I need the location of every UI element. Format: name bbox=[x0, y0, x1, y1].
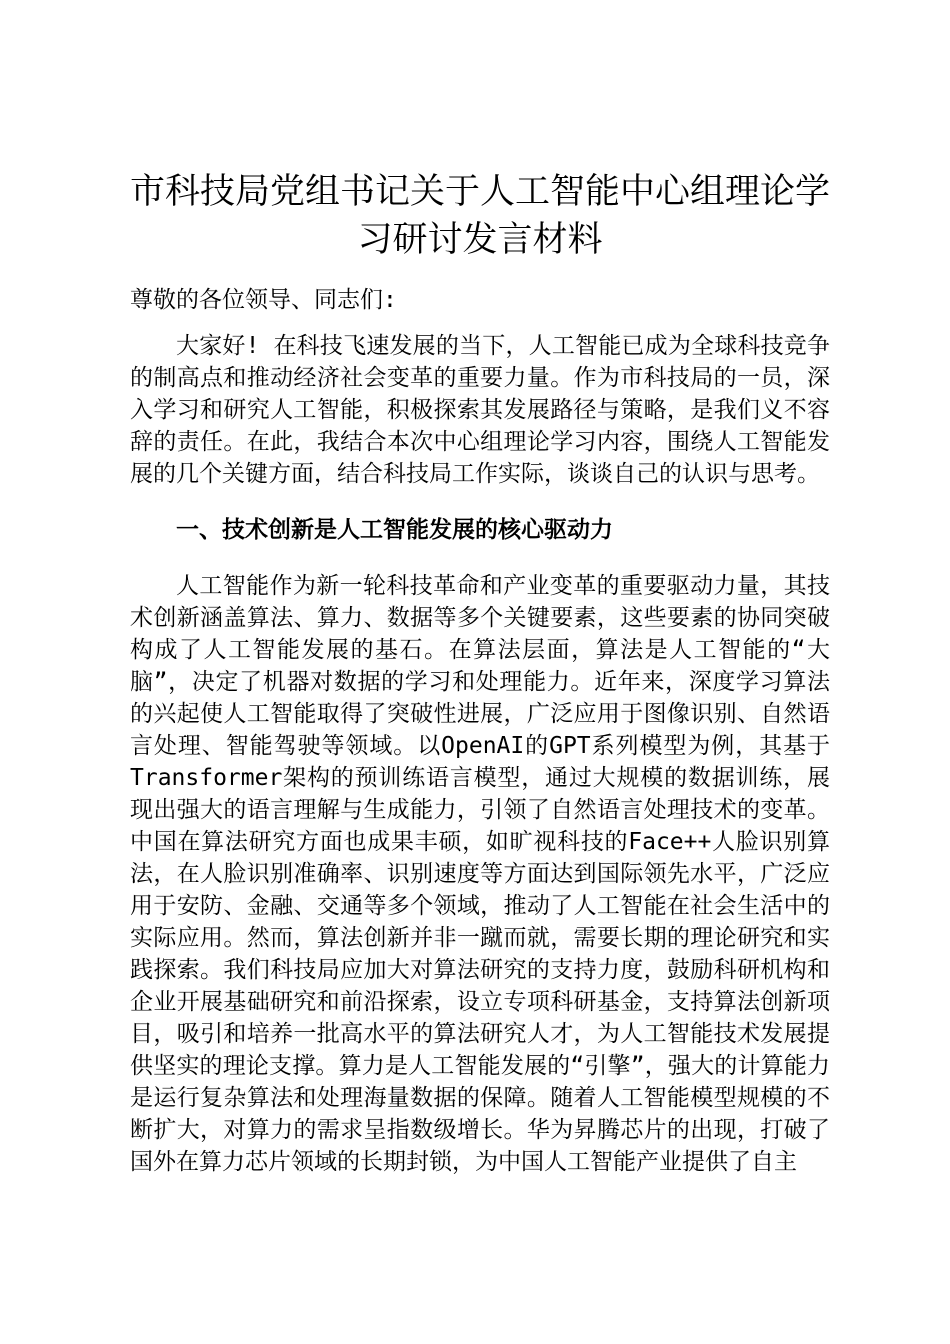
document-title: 市科技局党组书记关于人工智能中心组理论学习研讨发言材料 bbox=[130, 172, 831, 260]
intro-paragraph: 大家好! 在科技飞速发展的当下，人工智能已成为全球科技竞争的制高点和推动经济社会变革的重要力量。作为市科技局的一员，深入学习和研究人工智能，积极探索其发展路径与策略，是我们义不容辞的责任。在此，我结合本次中心组理论学习内容，围绕人工智能发展的几个关键方面，结合科技局工作实际，谈谈自己的认识与思考。 bbox=[130, 333, 830, 487]
section-1-paragraph: 人工智能作为新一轮科技革命和产业变革的重要驱动力量，其技术创新涵盖算法、算力、数据等多个关键要素，这些要素的协同突破构成了人工智能发展的基石。在算法层面，算法是人工智能的“大脑”，决定了机器对数据的学习和处理能力。近年来，深度学习算法的兴起使人工智能取得了突破性进展，广泛应用于图像识别、自然语言处理、智能驾驶等领域。以OpenAI的GPT系列模型为例，其基于Transformer架构的预训练语言模型，通过大规模的数据训练，展现出强大的语言理解与生成能力，引领了自然语言处理技术的变革。中国在算法研究方面也成果丰硕，如旷视科技的Face++人脸识别算法，在人脸识别准确率、识别速度等方面达到国际领先水平，广泛应用于安防、金融、交通等多个领域，推动了人工智能在社会生活中的实际应用。然而，算法创新并非一蹴而就，需要长期的理论研究和实践探索。我们科技局应加大对算法研究的支持力度，鼓励科研机构和企业开展基础研究和前沿探索，设立专项科研基金，支持算法创新项目，吸引和培养一批高水平的算法研究人才，为人工智能技术发展提供坚实的理论支撑。算力是人工智能发展的“引擎”，强大的计算能力是运行复杂算法和处理海量数据的保障。随着人工智能模型规模的不断扩大，对算力的需求呈指数级增长。华为昇腾芯片的出现，打破了国外在算力芯片领域的长期封锁，为中国人工智能产业提供了自主 bbox=[130, 573, 830, 1175]
document-page bbox=[130, 168, 830, 1178]
salutation: 尊敬的各位领导、同志们: bbox=[130, 287, 397, 313]
section-heading-1: 一、技术创新是人工智能发展的核心驱动力 bbox=[176, 517, 613, 543]
